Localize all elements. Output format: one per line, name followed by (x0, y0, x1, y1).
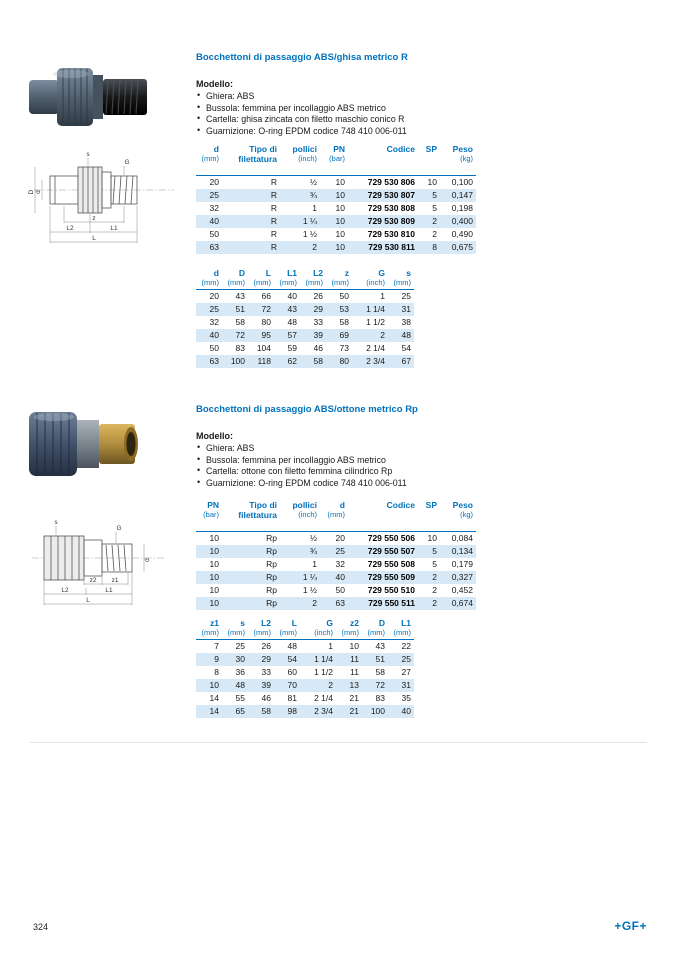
dim-label-z2: z2 (89, 577, 97, 584)
table-cell: 80 (339, 356, 349, 366)
table-row (196, 584, 476, 597)
table-cell: 58 (375, 667, 385, 677)
column-header: d (mm) (196, 144, 222, 176)
table-row (196, 342, 414, 355)
table-cell: 65 (235, 706, 245, 716)
table-row (196, 640, 414, 654)
table-cell: 38 (401, 317, 411, 327)
column-header: Codice (348, 144, 418, 176)
dim-label-z1: z1 (111, 577, 119, 584)
table-cell: 0,452 (451, 585, 473, 595)
table-row (196, 228, 476, 241)
table-cell: 43 (375, 641, 385, 651)
table-cell: 29 (313, 304, 323, 314)
table-cell: 100 (370, 706, 385, 716)
table-cell: 2 (432, 229, 437, 239)
table-cell: 10 (335, 229, 345, 239)
table-cell: 73 (339, 343, 349, 353)
table-row (196, 692, 414, 705)
table-cell: 63 (335, 598, 345, 608)
table-cell: 57 (287, 330, 297, 340)
table-cell: 0,179 (451, 559, 473, 569)
table-cell: 32 (335, 559, 345, 569)
table-cell: 104 (256, 343, 271, 353)
model-bullets (196, 91, 496, 137)
table-cell: 40 (335, 572, 345, 582)
table-cell: 63 (209, 242, 219, 252)
table-row (196, 545, 476, 558)
table-cell: 62 (287, 356, 297, 366)
table-cell: 1 1/2 (314, 667, 333, 677)
table-cell: 50 (209, 343, 219, 353)
table-cell: 10 (209, 533, 219, 543)
column-header: Tipo di filettatura (222, 144, 280, 176)
table-cell: 2 (432, 585, 437, 595)
table-cell: 43 (235, 291, 245, 301)
table-cell: 14 (209, 693, 219, 703)
table-cell: 10 (335, 216, 345, 226)
table-cell: 0,198 (451, 203, 473, 213)
product-photo-abs-ottone (26, 395, 148, 493)
dim-label-L: L (92, 235, 96, 242)
table-cell: 50 (209, 229, 219, 239)
table-cell: 31 (401, 680, 411, 690)
table-cell: 5 (432, 546, 437, 556)
table-cell: 72 (375, 680, 385, 690)
table-cell: 25 (401, 291, 411, 301)
table-row (196, 215, 476, 228)
bullet-item: • Bussola: femmina per incollaggio ABS metrico (196, 455, 496, 467)
table-cell: 9 (214, 654, 219, 664)
section-divider (30, 742, 647, 743)
dimensions-table-abs-ghisa (196, 268, 414, 368)
table-cell: 53 (339, 304, 349, 314)
table-cell: 29 (261, 654, 271, 664)
table-cell: 40 (209, 330, 219, 340)
table-cell: 0,100 (451, 177, 473, 187)
table-cell: 33 (313, 317, 323, 327)
table-cell: ¾ (309, 190, 317, 200)
table-cell: 0,400 (451, 216, 473, 226)
table-cell: 72 (261, 304, 271, 314)
table-row (196, 558, 476, 571)
bullet-item: • Bussola: femmina per incollaggio ABS metrico (196, 103, 496, 115)
table-cell: 118 (257, 356, 271, 366)
table-row (196, 290, 414, 304)
table-cell: 0,134 (451, 546, 473, 556)
table-cell: 40 (401, 706, 411, 716)
table-cell: 729 530 810 (367, 229, 415, 239)
table-cell: 55 (235, 693, 245, 703)
technical-drawing-abs-ghisa (26, 144, 181, 254)
table-cell: R (270, 190, 277, 200)
table-cell: 11 (350, 654, 359, 664)
column-header: L2 (mm) (248, 618, 274, 640)
table-cell: 8 (432, 242, 437, 252)
column-header: G (inch) (352, 268, 388, 290)
table-cell: ½ (309, 177, 317, 187)
table-cell: Rp (266, 572, 277, 582)
table-cell: 14 (209, 706, 219, 716)
column-header: G (inch) (300, 618, 336, 640)
table-cell: 1 ¼ (302, 216, 317, 226)
table-cell: 40 (287, 291, 297, 301)
table-cell: 0,675 (451, 242, 473, 252)
table-cell: 729 550 506 (367, 533, 415, 543)
table-cell: 5 (432, 559, 437, 569)
column-header: D (mm) (362, 618, 388, 640)
table-cell: 50 (339, 291, 349, 301)
table-cell: 83 (235, 343, 245, 353)
column-header: PN (bar) (320, 144, 348, 176)
table-cell: 95 (261, 330, 271, 340)
dim-label-L: L (86, 597, 90, 604)
table-cell: 60 (287, 667, 297, 677)
column-header: pollici (inch) (280, 500, 320, 532)
table-cell: 46 (313, 343, 323, 353)
table-cell: 7 (214, 641, 219, 651)
column-header: L1 (mm) (388, 618, 414, 640)
table-cell: 46 (261, 693, 271, 703)
dim-label-L1: L1 (110, 225, 118, 232)
table-row (196, 329, 414, 342)
table-cell: 729 530 806 (367, 177, 415, 187)
table-cell: 25 (335, 546, 345, 556)
table-cell: 729 550 507 (367, 546, 415, 556)
table-cell: 21 (349, 693, 359, 703)
column-header: SP (418, 144, 440, 176)
table-cell: 20 (209, 177, 219, 187)
table-cell: 10 (209, 546, 219, 556)
table-cell: 10 (335, 242, 345, 252)
table-cell: 1 ¼ (302, 572, 317, 582)
table-cell: 5 (432, 190, 437, 200)
table-cell: 729 530 808 (367, 203, 415, 213)
bullet-item: • Cartella: ghisa zincata con filetto maschio conico R (196, 114, 496, 126)
technical-drawing-abs-ottone (26, 512, 176, 617)
table-cell: 729 550 511 (368, 598, 415, 608)
table-cell: 1 1/4 (366, 304, 385, 314)
dim-label-D: D (28, 189, 35, 195)
table-cell: 2 (380, 330, 385, 340)
table-cell: 33 (261, 667, 271, 677)
model-label: Modello: (196, 79, 233, 89)
table-cell: 1 (312, 203, 317, 213)
table-cell: 21 (349, 706, 359, 716)
table-cell: 1 ½ (302, 229, 317, 239)
model-bullets (196, 443, 496, 489)
section-title: Bocchettoni di passaggio ABS/ottone metrico Rp (196, 404, 418, 415)
bullet-item: • Guarnizione: O-ring EPDM codice 748 410 006-011 (196, 126, 496, 138)
section-title: Bocchettoni di passaggio ABS/ghisa metrico R (196, 52, 408, 63)
table-cell: 2 3/4 (314, 706, 333, 716)
table-row (196, 532, 476, 546)
table-cell: 1 1/4 (314, 654, 333, 664)
table-cell: 72 (235, 330, 245, 340)
table-cell: 48 (287, 641, 297, 651)
table-cell: 58 (313, 356, 323, 366)
ordering-table-abs-ghisa (196, 144, 476, 254)
table-row (196, 597, 476, 610)
table-cell: 1 ½ (302, 585, 317, 595)
table-row (196, 189, 476, 202)
table-cell: 39 (261, 680, 271, 690)
table-cell: 36 (235, 667, 245, 677)
table-cell: 10 (335, 203, 345, 213)
table-cell: ¾ (309, 546, 317, 556)
table-cell: 0,327 (451, 572, 473, 582)
table-cell: 729 550 510 (367, 585, 415, 595)
table-cell: 100 (230, 356, 245, 366)
table-cell: 48 (235, 680, 245, 690)
table-cell: 10 (209, 585, 219, 595)
page-number: 324 (33, 922, 49, 932)
table-cell: 10 (349, 641, 359, 651)
table-cell: 10 (427, 177, 437, 187)
column-header: Tipo di filettatura (222, 500, 280, 532)
model-label: Modello: (196, 431, 233, 441)
table-cell: 13 (349, 680, 359, 690)
table-row (196, 679, 414, 692)
table-cell: 66 (261, 291, 271, 301)
table-row (196, 571, 476, 584)
table-cell: 25 (235, 641, 245, 651)
table-cell: 10 (209, 598, 219, 608)
column-header: PN (bar) (196, 500, 222, 532)
table-cell: 83 (375, 693, 385, 703)
table-cell: 26 (261, 641, 271, 651)
dim-label-L2: L2 (66, 225, 74, 232)
table-cell: 58 (339, 317, 349, 327)
table-cell: 31 (401, 304, 411, 314)
column-header: D (mm) (222, 268, 248, 290)
table-cell: 25 (401, 654, 411, 664)
dim-label-d: d (144, 558, 151, 562)
table-row (196, 303, 414, 316)
dim-label-s: s (54, 519, 58, 526)
column-header: SP (418, 500, 440, 532)
table-cell: 40 (209, 216, 219, 226)
table-cell: R (270, 203, 277, 213)
bullet-item: • Ghiera: ABS (196, 443, 496, 455)
table-cell: 30 (235, 654, 245, 664)
table-row (196, 176, 476, 190)
table-cell: 67 (401, 356, 411, 366)
table-cell: 2 3/4 (366, 356, 385, 366)
column-header: s (mm) (388, 268, 414, 290)
table-cell: 11 (350, 667, 359, 677)
table-cell: 10 (427, 533, 437, 543)
table-cell: 729 550 508 (367, 559, 415, 569)
column-header: d (mm) (320, 500, 348, 532)
table-row (196, 666, 414, 679)
table-cell: 81 (287, 693, 297, 703)
table-cell: 729 530 807 (367, 190, 415, 200)
table-cell: 70 (287, 680, 297, 690)
table-cell: 0,490 (451, 229, 473, 239)
bullet-item: • Cartella: ottone con filetto femmina cilindrico Rp (196, 466, 496, 478)
table-cell: 59 (287, 343, 297, 353)
table-cell: R (270, 216, 277, 226)
table-cell: 2 (432, 598, 437, 608)
table-cell: 22 (401, 641, 411, 651)
table-cell: 35 (401, 693, 411, 703)
table-row (196, 241, 476, 254)
table-cell: 729 530 811 (368, 242, 415, 252)
table-cell: 43 (287, 304, 297, 314)
table-cell: 54 (401, 343, 411, 353)
table-cell: 20 (335, 533, 345, 543)
table-cell: 1 1/2 (366, 317, 385, 327)
column-header: z2 (mm) (336, 618, 362, 640)
table-cell: 10 (209, 680, 219, 690)
table-cell: Rp (266, 546, 277, 556)
table-cell: ½ (309, 533, 317, 543)
table-cell: 48 (401, 330, 411, 340)
table-cell: 50 (335, 585, 345, 595)
table-cell: R (270, 177, 277, 187)
column-header: pollici (inch) (280, 144, 320, 176)
table-cell: 20 (209, 291, 219, 301)
dim-label-z: z (92, 215, 96, 222)
column-header: Peso (kg) (440, 500, 476, 532)
table-cell: 2 1/4 (314, 693, 333, 703)
table-cell: 1 (380, 291, 385, 301)
column-header: L (mm) (248, 268, 274, 290)
table-row (196, 316, 414, 329)
table-cell: 39 (313, 330, 323, 340)
column-header: Peso (kg) (440, 144, 476, 176)
table-cell: 0,674 (451, 598, 473, 608)
table-cell: 0,147 (451, 190, 473, 200)
table-cell: 729 530 809 (367, 216, 415, 226)
dim-label-L1: L1 (105, 587, 113, 594)
column-header: d (mm) (196, 268, 222, 290)
table-cell: Rp (266, 533, 277, 543)
table-cell: 51 (375, 654, 385, 664)
table-cell: 10 (335, 190, 345, 200)
table-cell: 2 (432, 572, 437, 582)
table-row (196, 653, 414, 666)
table-cell: 25 (209, 190, 219, 200)
table-cell: 10 (209, 559, 219, 569)
column-header: z1 (mm) (196, 618, 222, 640)
table-cell: 32 (209, 317, 219, 327)
dim-label-L2: L2 (61, 587, 69, 594)
dimensions-table-abs-ottone (196, 618, 414, 718)
table-cell: R (270, 229, 277, 239)
table-cell: 2 (312, 598, 317, 608)
table-cell: 54 (287, 654, 297, 664)
table-cell: Rp (266, 559, 277, 569)
table-cell: 32 (209, 203, 219, 213)
bullet-item: • Guarnizione: O-ring EPDM codice 748 410 006-011 (196, 478, 496, 490)
column-header: s (mm) (222, 618, 248, 640)
column-header: z (mm) (326, 268, 352, 290)
table-row (196, 705, 414, 718)
table-cell: 10 (335, 177, 345, 187)
dim-label-G: G (116, 525, 122, 532)
table-cell: Rp (266, 585, 277, 595)
table-cell: R (270, 242, 277, 252)
table-cell: 2 (328, 680, 333, 690)
table-cell: 25 (209, 304, 219, 314)
table-cell: 729 550 509 (367, 572, 415, 582)
table-cell: 26 (313, 291, 323, 301)
table-cell: 5 (432, 203, 437, 213)
table-cell: 8 (214, 667, 219, 677)
table-cell: 58 (261, 706, 271, 716)
table-cell: 98 (287, 706, 297, 716)
bullet-item: • Ghiera: ABS (196, 91, 496, 103)
column-header: L1 (mm) (274, 268, 300, 290)
table-cell: Rp (266, 598, 277, 608)
table-cell: 80 (261, 317, 271, 327)
table-cell: 58 (235, 317, 245, 327)
column-header: L2 (mm) (300, 268, 326, 290)
dim-label-G: G (124, 159, 130, 166)
table-row (196, 355, 414, 368)
table-cell: 63 (209, 356, 219, 366)
dim-label-d: d (35, 190, 42, 194)
table-cell: 1 (312, 559, 317, 569)
dim-label-s: s (86, 151, 90, 158)
ordering-table-abs-ottone (196, 500, 476, 610)
gf-logo: +GF+ (614, 919, 647, 933)
table-cell: 27 (401, 667, 411, 677)
table-cell: 2 (312, 242, 317, 252)
table-row (196, 202, 476, 215)
table-cell: 10 (209, 572, 219, 582)
column-header: L (mm) (274, 618, 300, 640)
table-cell: 0,084 (451, 533, 473, 543)
product-photo-abs-ghisa (26, 52, 156, 142)
table-cell: 1 (328, 641, 333, 651)
column-header: Codice (348, 500, 418, 532)
table-cell: 51 (235, 304, 245, 314)
table-cell: 2 (432, 216, 437, 226)
table-cell: 2 1/4 (366, 343, 385, 353)
table-cell: 69 (339, 330, 349, 340)
table-cell: 48 (287, 317, 297, 327)
